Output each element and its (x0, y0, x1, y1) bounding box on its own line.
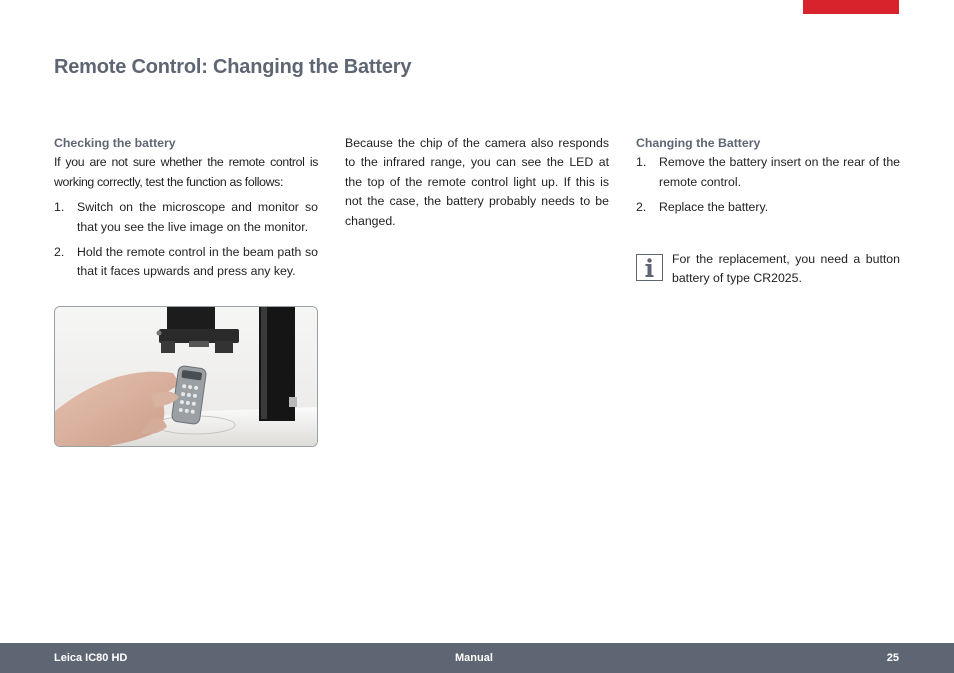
remote-control-photo-illustration (55, 307, 318, 447)
page-footer (0, 643, 954, 673)
section-heading-changing: Changing the Battery (636, 136, 761, 150)
step-number: 2. (636, 200, 647, 215)
step-number: 2. (54, 245, 65, 260)
step-text: Switch on the microscope and monitor so that you see the live image on the monitor. (77, 200, 318, 234)
led-paragraph: Because the chip of the camera also responds to the infrared range, you can see the LED at the top of the remote control light up. If this is not the case, the battery probably needs to be changed. (345, 136, 609, 228)
column-checking-battery (54, 134, 318, 288)
checking-steps-list (54, 198, 318, 282)
list-item (636, 198, 900, 217)
changing-steps-list (636, 153, 900, 217)
page-title: Remote Control: Changing the Battery (54, 56, 412, 78)
list-item (54, 198, 318, 237)
footer-page-number: 25 (886, 652, 899, 664)
list-item (636, 153, 900, 192)
step-text: Replace the battery. (659, 200, 769, 215)
section-heading-checking: Checking the battery (54, 136, 176, 150)
intro-paragraph: If you are not sure whether the remote control is working correctly, test the function as follows: (54, 155, 318, 189)
step-number: 1. (636, 155, 647, 170)
footer-doc-type: Manual (455, 652, 493, 664)
step-text: Remove the battery insert on the rear of the remote control. (659, 155, 900, 189)
info-note (636, 250, 900, 289)
accent-tab (803, 0, 899, 14)
info-icon (636, 254, 663, 281)
column-led-explanation (345, 134, 609, 231)
step-text: Hold the remote control in the beam path so that it faces upwards and press any key. (77, 245, 318, 279)
remote-control-photo (54, 306, 318, 447)
note-text: For the replacement, you need a button battery of type CR2025. (672, 251, 900, 286)
step-number: 1. (54, 200, 65, 215)
column-changing-battery (636, 134, 900, 288)
list-item (54, 243, 318, 282)
footer-product: Leica IC80 HD (54, 652, 128, 664)
